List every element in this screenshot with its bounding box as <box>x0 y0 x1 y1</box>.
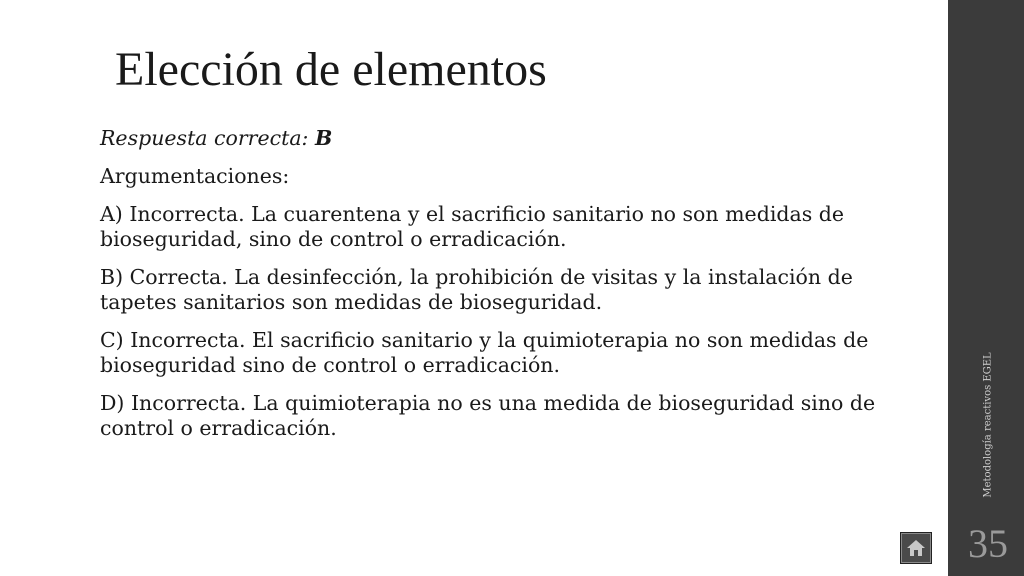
slide-title: Elección de elementos <box>115 43 547 96</box>
footer-text: Metodología reactivos EGEL <box>982 352 994 498</box>
option-c-argument: C) Incorrecta. El sacrificio sanitario y la quimioterapia no son medidas de bioseguridad sino de control o erradicación. <box>100 328 869 377</box>
home-icon <box>905 538 927 558</box>
option-a-argument: A) Incorrecta. La cuarentena y el sacrificio sanitario no son medidas de bioseguridad, sino de control o erradicación. <box>100 202 845 251</box>
arguments-heading: Argumentaciones: <box>100 164 290 188</box>
slide-number: 35 <box>968 521 1008 566</box>
correct-answer-label: Respuesta correcta: <box>100 126 315 150</box>
home-button[interactable] <box>900 532 932 564</box>
correct-answer-letter: B <box>314 126 333 150</box>
option-d-argument: D) Incorrecta. La quimioterapia no es una medida de bioseguridad sino de control o erradicación. <box>100 391 876 440</box>
correct-answer-line <box>100 126 930 151</box>
slide-body <box>100 126 930 454</box>
option-b-argument: B) Correcta. La desinfección, la prohibición de visitas y la instalación de tapetes sanitarios son medidas de bioseguridad. <box>100 265 853 314</box>
